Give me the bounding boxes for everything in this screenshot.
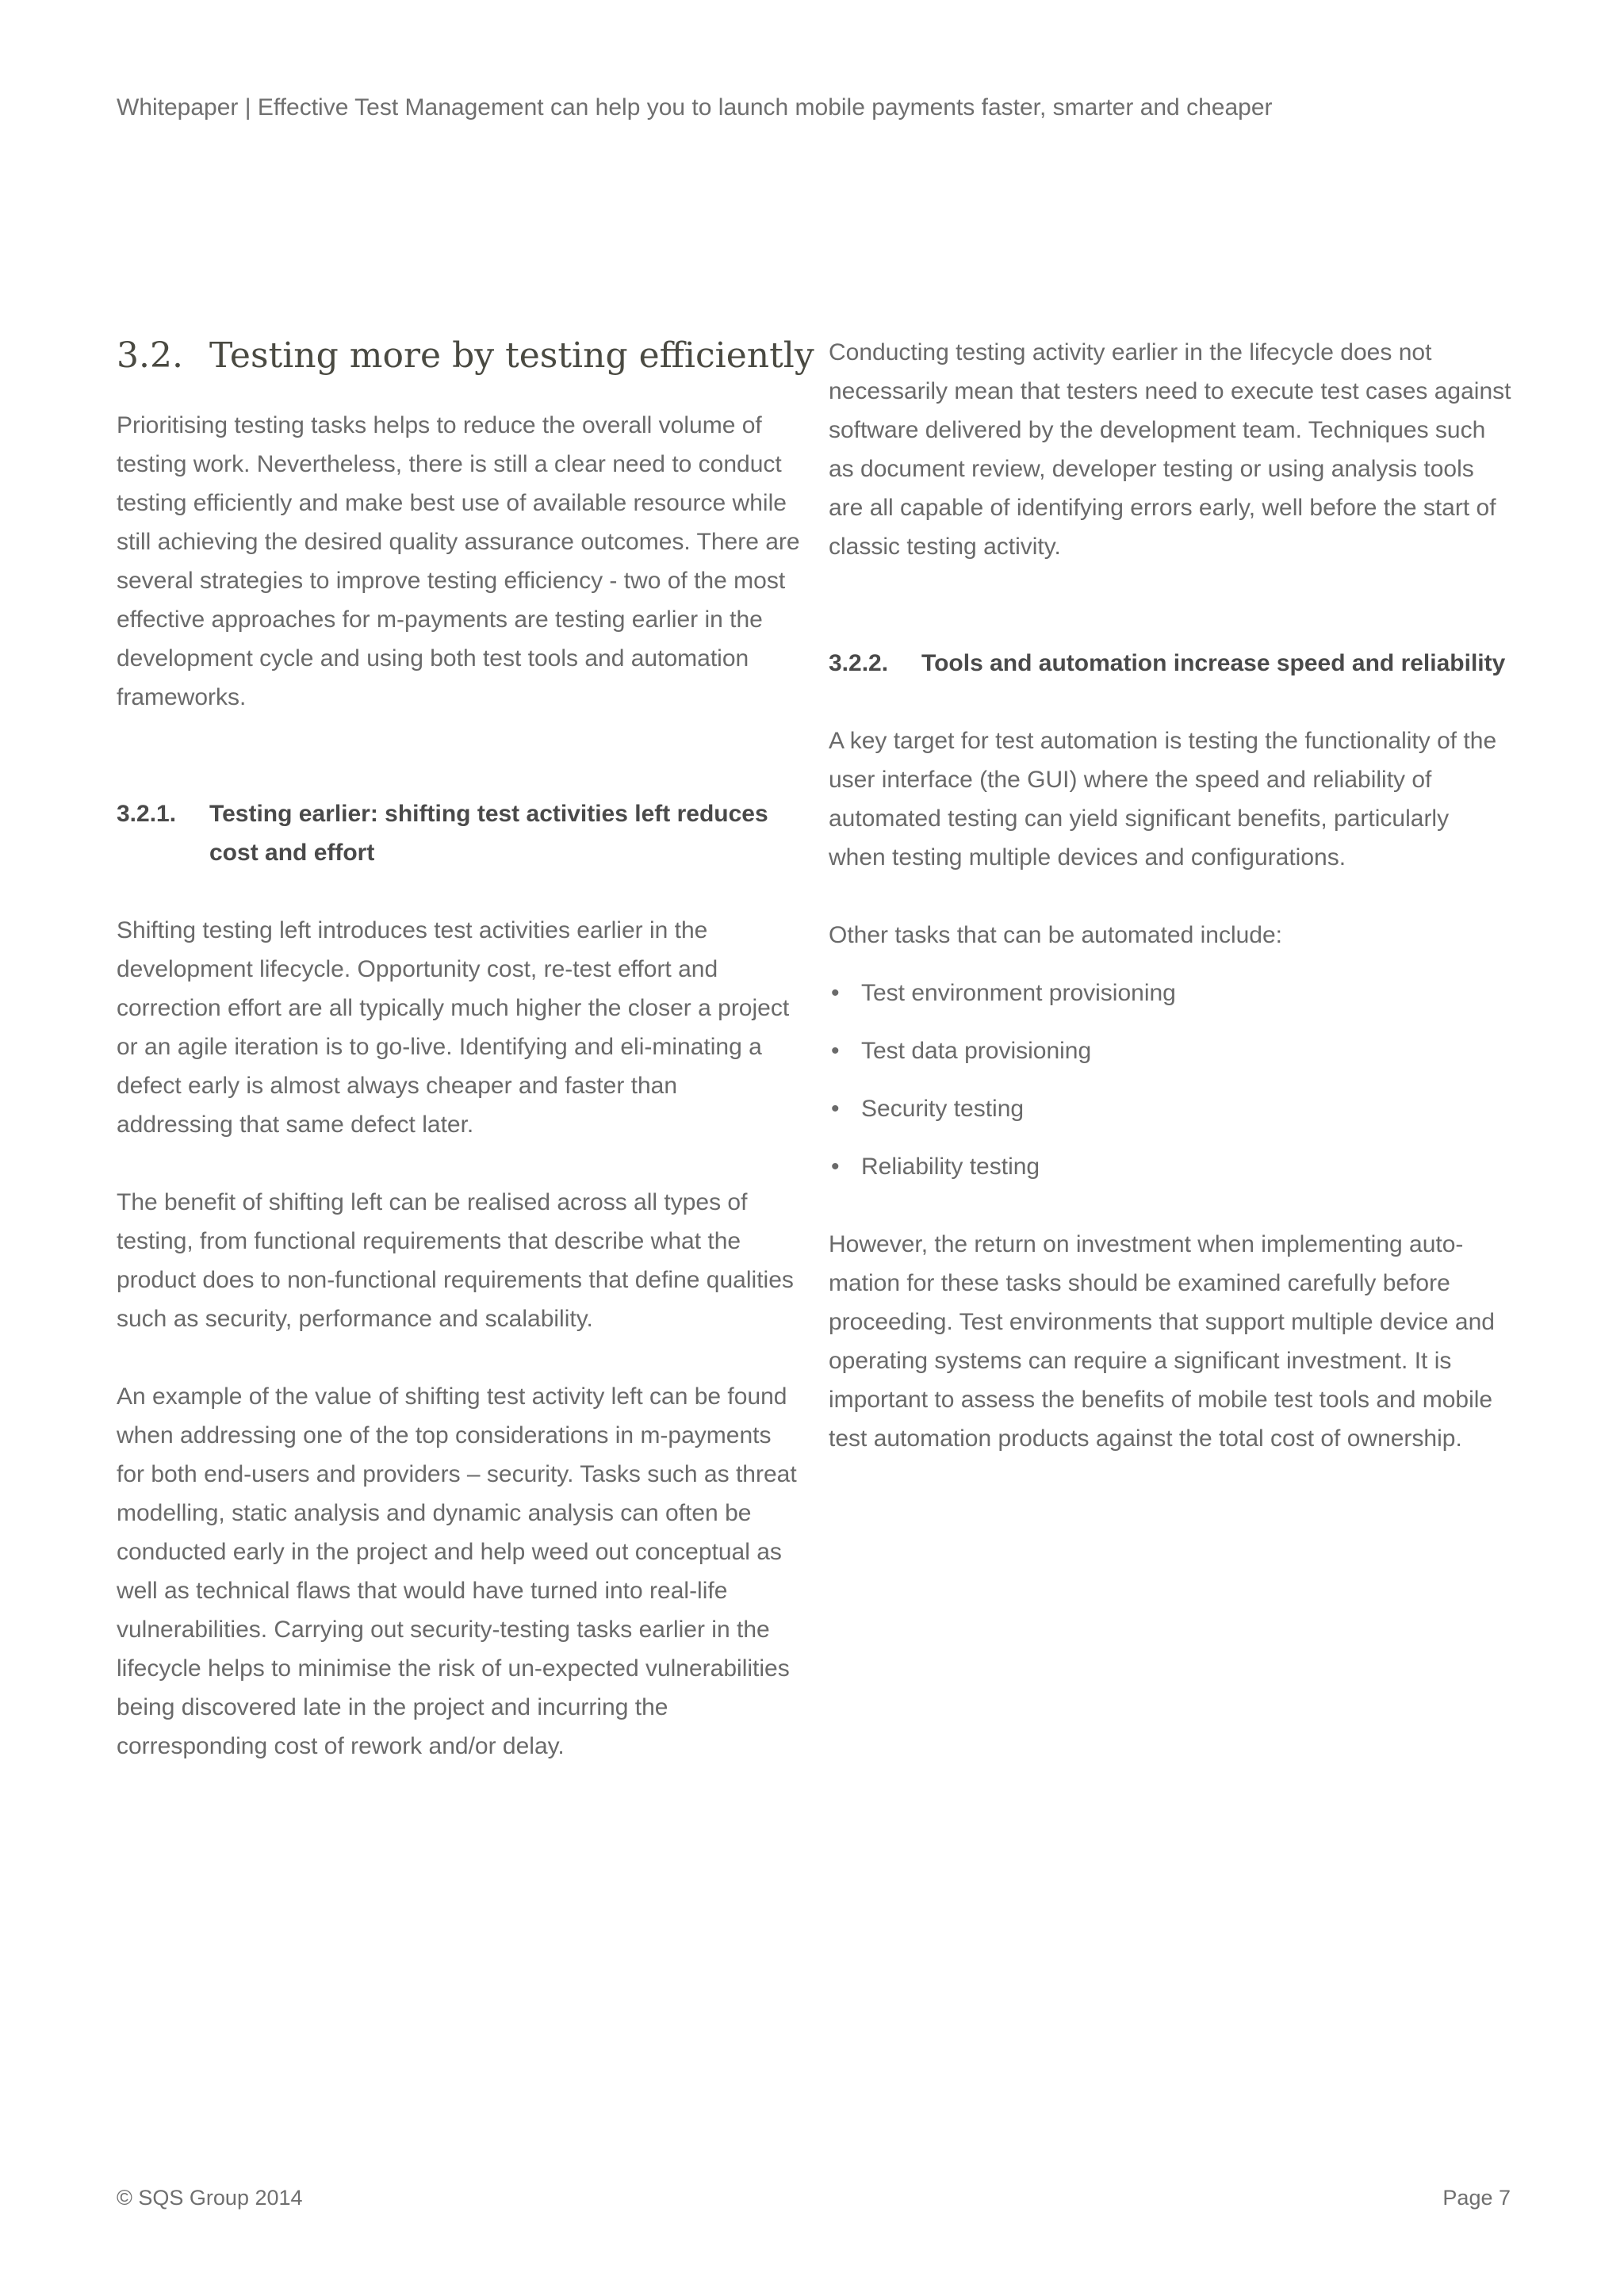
bullet-icon: • [831,1154,840,1180]
paragraph-security-example: An example of the value of shifting test activity left can be found when addressing one of the top considerations in m-payments for both end-users and providers – security. Tasks such as threat modelling, static analysis and dynamic analysis can often be conducted early in the project and help weed out conceptual as well as technical flaws that would have turned into real-life vulnerabilities. Carrying out security-testing tasks earlier in the lifecycle helps to minimise the risk of un-expected vulnerabilities being discovered late in the project and incurring the corresponding cost of rework and/or delay. [117,1383,797,1759]
list-item [829,1089,1512,1128]
automation-task-list [829,974,1512,1186]
bullet-icon: • [831,980,840,1006]
paragraph-roi: However, the return on investment when implementing auto-mation for these tasks should be examined carefully before proceeding. Test environments that support multiple device and operating systems can require a significant investment. It is important to assess the benefits of mobile test tools and mobile test automation products against the total cost of ownership. [829,1231,1495,1452]
footer-copyright: © SQS Group 2014 [117,2186,303,2210]
section-title: Testing more by testing efficiently [209,335,814,376]
list-item [829,1147,1512,1186]
spacer [829,1205,1512,1225]
list-item [829,1031,1512,1070]
spacer [117,717,800,794]
paragraph-gui-automation: A key target for test automation is testing the functionality of the user interface (the GUI) where the speed and reliability of automated testing can yield significant benefits, particularly when testing multiple devices and configurations. [829,728,1497,871]
spacer [829,566,1512,644]
subsection-heading-3-2-1 [117,794,800,872]
spacer [117,1338,800,1377]
right-column [829,333,1512,1458]
running-header: Whitepaper | Effective Test Management can help you to launch mobile payments faster, smarter and cheaper [117,94,1273,121]
subsection-number: 3.2.2. [829,650,889,676]
list-item-text: Test data provisioning [861,1038,1092,1064]
section-intro-paragraph: Prioritising testing tasks helps to reduce the overall volume of testing work. Nevertheless, there is still a clear need to conduct testing efficiently and make best use of available resource while still achieving the desired quality assurance outcomes. There are several strategies to improve testing efficiency - two of the most effective approaches for m-payments are testing earlier in the development cycle and using both test tools and automation frameworks. [117,412,800,710]
spacer [829,683,1512,721]
paragraph-conducting-earlier: Conducting testing activity earlier in the lifecycle does not necessarily mean that testers need to execute test cases against software delivered by the development team. Techniques such as document review, developer testing or using analysis tools are all capable of identifying errors early, well before the start of classic testing activity. [829,339,1511,560]
footer-page-number: Page 7 [1442,2186,1511,2210]
list-item-text: Test environment provisioning [861,980,1176,1006]
spacer [117,1144,800,1183]
list-item-text: Security testing [861,1096,1025,1122]
section-heading [117,333,814,379]
spacer [117,872,800,911]
spacer [829,877,1512,916]
bullet-icon: • [831,1038,840,1064]
subsection-title: Tools and automation increase speed and reliability [921,650,1506,676]
list-intro: Other tasks that can be automated include: [829,922,1283,948]
bullet-icon: • [831,1096,840,1122]
subsection-number: 3.2.1. [117,801,177,827]
paragraph-shifting-left: Shifting testing left introduces test activities earlier in the development lifecycle. Opportunity cost, re-test effort and correction effort are all typically much higher the closer a project or an agile iteration is to go-live. Identifying and eli-minating a defect early is almost always cheaper and faster than addressing that same defect later. [117,917,790,1138]
list-item [829,974,1512,1012]
subsection-title: Testing earlier: shifting test activities left reduces cost and effort [209,801,768,866]
subsection-heading-3-2-2 [829,644,1512,683]
left-column [117,333,814,1766]
paragraph-benefit: The benefit of shifting left can be realised across all types of testing, from functional requirements that describe what the product does to non-functional requirements that define qualities such as security, performance and scalability. [117,1189,794,1332]
list-item-text: Reliability testing [861,1154,1040,1180]
section-number: 3.2. [117,335,183,376]
